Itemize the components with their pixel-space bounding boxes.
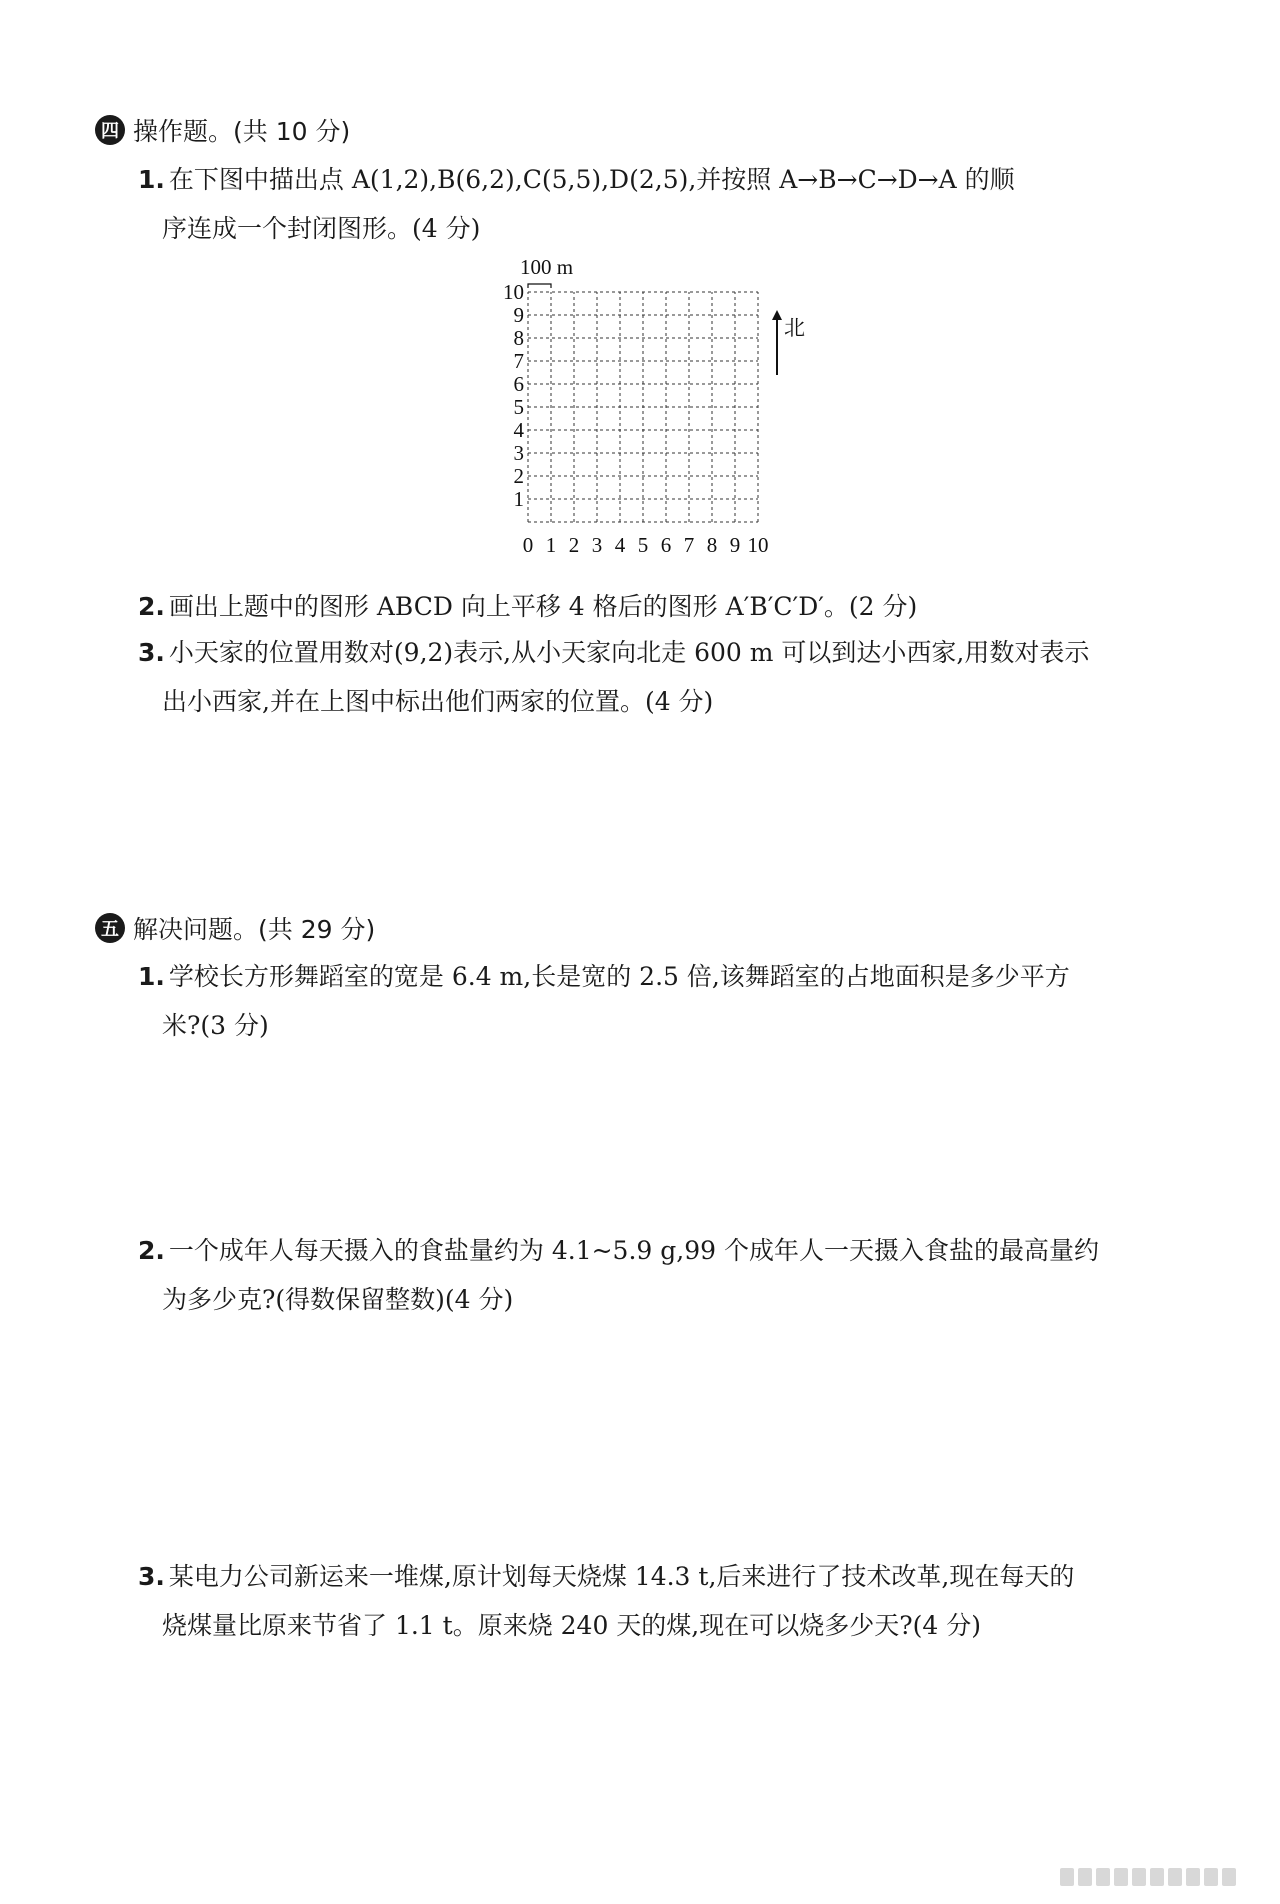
y-tick-label: 9 <box>513 303 524 327</box>
x-tick-label: 9 <box>729 533 741 557</box>
scroll-tick <box>1096 1868 1110 1886</box>
y-tick-label: 2 <box>513 464 524 488</box>
s5-q2-number: 2. <box>138 1236 165 1265</box>
y-axis-ticks <box>503 280 525 511</box>
x-tick-label: 10 <box>747 533 769 557</box>
north-arrow-icon <box>772 310 782 320</box>
s5-q2-line1: 一个成年人每天摄入的食盐量约为 4.1~5.9 g,99 个成年人一天摄入食盐的最高量约 <box>168 1236 1099 1265</box>
s5-question-2 <box>138 1226 1148 1324</box>
x-tick-label: 1 <box>545 533 557 557</box>
s5-q3-line2: 烧煤量比原来节省了 1.1 t。原来烧 240 天的煤,现在可以烧多少天?(4 分) <box>162 1611 982 1640</box>
scroll-tick <box>1114 1868 1128 1886</box>
north-label: 北 <box>784 316 805 340</box>
coordinate-grid <box>500 250 820 580</box>
x-tick-label: 6 <box>660 533 672 557</box>
s5-q1-line2: 米?(3 分) <box>162 1011 269 1040</box>
s4-question-3 <box>138 628 1148 726</box>
y-tick-label: 4 <box>513 418 524 442</box>
y-tick-label: 3 <box>513 441 524 465</box>
x-tick-label: 8 <box>706 533 718 557</box>
scroll-tick <box>1060 1868 1074 1886</box>
section-4-title: 操作题。(共 10 分) <box>133 117 351 146</box>
x-tick-label: 2 <box>568 533 580 557</box>
grid-scale-label: 100 m <box>520 255 574 279</box>
y-tick-label: 7 <box>513 349 524 373</box>
scroll-tick <box>1168 1868 1182 1886</box>
grid-lines <box>528 292 758 522</box>
x-tick-label: 4 <box>614 533 626 557</box>
x-tick-label: 3 <box>591 533 603 557</box>
s5-q3-number: 3. <box>138 1562 165 1591</box>
scroll-tick <box>1150 1868 1164 1886</box>
s5-q2-line2: 为多少克?(得数保留整数)(4 分) <box>162 1285 514 1314</box>
section-5-title: 解决问题。(共 29 分) <box>133 915 376 944</box>
s5-q1-number: 1. <box>138 962 165 991</box>
s4-q1-line1: 在下图中描出点 A(1,2),B(6,2),C(5,5),D(2,5),并按照 A→B→C→D→A 的顺 <box>168 165 1015 194</box>
scroll-tick <box>1186 1868 1200 1886</box>
y-tick-label: 5 <box>513 395 524 419</box>
s5-q1-line1: 学校长方形舞蹈室的宽是 6.4 m,长是宽的 2.5 倍,该舞蹈室的占地面积是多少平方 <box>168 962 1070 991</box>
x-tick-label: 7 <box>683 533 695 557</box>
s4-question-1 <box>138 155 1148 253</box>
x-tick-label: 0 <box>522 533 534 557</box>
y-tick-label: 10 <box>503 280 524 304</box>
s4-q2-line1: 画出上题中的图形 ABCD 向上平移 4 格后的图形 A′B′C′D′。(2 分) <box>168 592 918 621</box>
scale-bracket <box>528 284 551 288</box>
s4-q3-line2: 出小西家,并在上图中标出他们两家的位置。(4 分) <box>162 687 714 716</box>
s4-q1-number: 1. <box>138 165 165 194</box>
section-5-header <box>95 910 375 946</box>
y-tick-label: 6 <box>513 372 524 396</box>
x-tick-label: 5 <box>637 533 649 557</box>
x-axis-ticks <box>523 533 769 557</box>
page-scroll-indicator[interactable] <box>1060 1868 1260 1886</box>
s4-q2-number: 2. <box>138 592 165 621</box>
s4-q3-line1: 小天家的位置用数对(9,2)表示,从小天家向北走 600 m 可以到达小西家,用数对表示 <box>168 638 1090 667</box>
s4-question-2 <box>138 582 1148 631</box>
scroll-tick <box>1222 1868 1236 1886</box>
scroll-tick <box>1204 1868 1218 1886</box>
s4-q3-number: 3. <box>138 638 165 667</box>
s4-q1-line2: 序连成一个封闭图形。(4 分) <box>162 214 481 243</box>
section-4-header <box>95 112 350 148</box>
s5-question-3 <box>138 1552 1148 1650</box>
s5-question-1 <box>138 952 1148 1050</box>
scroll-tick <box>1132 1868 1146 1886</box>
y-tick-label: 1 <box>513 487 524 511</box>
section-4-badge: 四 <box>95 115 125 145</box>
y-tick-label: 8 <box>513 326 524 350</box>
section-5-badge: 五 <box>95 913 125 943</box>
s5-q3-line1: 某电力公司新运来一堆煤,原计划每天烧煤 14.3 t,后来进行了技术改革,现在每天的 <box>168 1562 1075 1591</box>
scroll-tick <box>1078 1868 1092 1886</box>
